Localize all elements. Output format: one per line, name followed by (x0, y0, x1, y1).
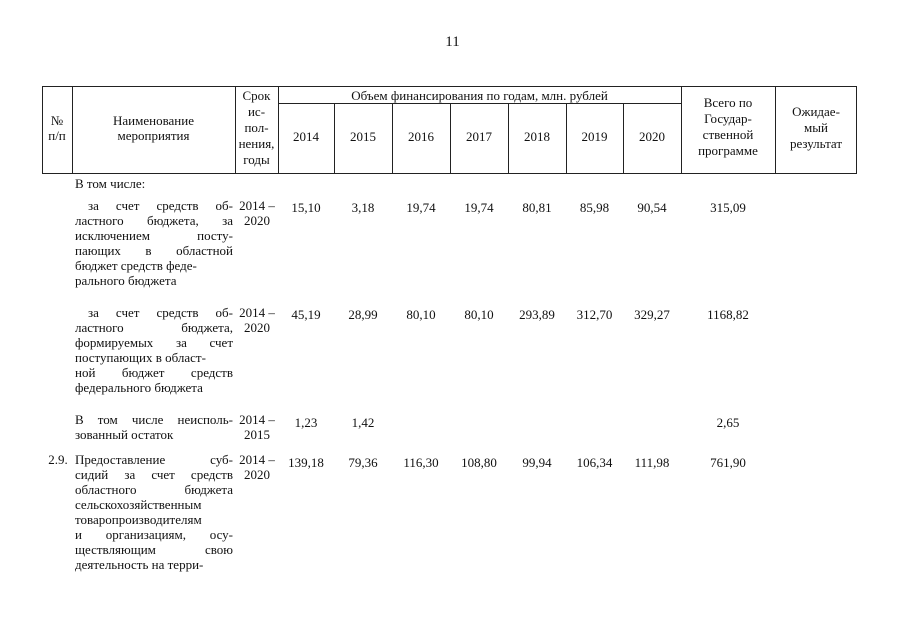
value-2018: 80,81 (522, 200, 552, 215)
value-2014: 1,23 (294, 415, 318, 430)
value-2016: 80,10 (406, 307, 436, 322)
row-name (75, 305, 233, 395)
row-name (75, 452, 233, 572)
value-2017: 80,10 (464, 307, 494, 322)
row-name (75, 412, 233, 442)
value-2019: 312,70 (576, 307, 613, 322)
header-name (72, 113, 235, 143)
row-term-line: 2020 (244, 467, 270, 482)
row-term-line: 2014 – (239, 412, 275, 427)
header-total (681, 95, 775, 159)
header-year-2019: 2019 (581, 129, 608, 144)
header-num (42, 113, 72, 143)
row-term-line: 2015 (244, 427, 270, 442)
row-term-line: 2020 (244, 320, 270, 335)
header-subdivider (278, 103, 681, 104)
row-name-line: формируемых за счет (75, 335, 233, 350)
row-num: 2.9. (48, 452, 68, 467)
value-total: 315,09 (710, 200, 746, 215)
row-name-line: товаропроизводителям (75, 512, 202, 527)
row-name-line: областного бюджета (75, 482, 233, 497)
page-number: 11 (445, 34, 460, 50)
header-result (775, 104, 857, 152)
value-2014: 15,10 (291, 200, 321, 215)
header-year-2017: 2017 (466, 129, 492, 144)
table-row (75, 176, 233, 191)
header-total-line: программе (698, 143, 758, 158)
value-2017: 108,80 (461, 455, 497, 470)
value-2015: 3,18 (351, 200, 375, 215)
row-name-line: рального бюджета (75, 273, 177, 288)
value-2019: 85,98 (579, 200, 610, 215)
value-2018: 293,89 (519, 307, 555, 322)
value-2015: 79,36 (348, 455, 378, 470)
header-term-line: годы (243, 152, 270, 167)
header-term-line: ис- (247, 104, 266, 119)
header-year-2015: 2015 (350, 129, 376, 144)
row-name-line: В том числе: (75, 176, 146, 191)
header-result-line: Ожидае- (792, 104, 840, 119)
value-2015: 28,99 (348, 307, 378, 322)
header-year-2016: 2016 (408, 129, 434, 144)
value-2016: 19,74 (406, 200, 436, 215)
row-name-line: ной бюджет средств (75, 365, 233, 380)
header-name-line: мероприятия (117, 128, 190, 143)
row-name (75, 198, 233, 288)
header-name-line: Наименование (113, 113, 194, 128)
header-num-line: п/п (48, 128, 66, 143)
header-funding: Объем финансирования по годам, млн. рублей (351, 88, 608, 103)
row-term (232, 305, 282, 335)
row-name-line: Предоставление суб- (75, 452, 233, 467)
value-2016: 116,30 (403, 455, 439, 470)
value-2020: 329,27 (634, 307, 670, 322)
row-term-line: 2020 (244, 213, 270, 228)
value-2019: 106,34 (576, 455, 613, 470)
value-2020: 111,98 (634, 455, 670, 470)
row-name-line: за счет средств об- (88, 305, 233, 320)
row-name-line: ластного бюджета, за (75, 213, 233, 228)
header-result-line: результат (789, 136, 843, 151)
header-year-2018: 2018 (524, 129, 550, 144)
row-name-line: исключением посту- (75, 228, 233, 243)
header-term (235, 88, 278, 168)
row-term (232, 452, 282, 482)
value-total: 2,65 (716, 415, 740, 430)
row-name-line: сельскохозяйственным (75, 497, 202, 512)
header-total-line: Государ- (704, 111, 752, 126)
value-total: 1168,82 (707, 307, 749, 322)
header-total-line: Всего по (703, 95, 753, 110)
row-name-line: за счет средств об- (88, 198, 233, 213)
header-result-line: мый (804, 120, 828, 135)
value-total: 761,90 (710, 455, 746, 470)
value-2015: 1,42 (351, 415, 375, 430)
row-name-line: зованный остаток (75, 427, 174, 442)
row-name-line: поступающих в област- (75, 350, 206, 365)
row-term (232, 198, 282, 228)
row-name-line: пающих в областной (75, 243, 233, 258)
row-name-line: В том числе неисполь- (75, 412, 233, 427)
row-name-line: ластного бюджета, (75, 320, 233, 335)
header-term-line: пол- (244, 120, 269, 135)
row-name-line: ществляющим свою (75, 542, 233, 557)
row-term-line: 2014 – (239, 452, 275, 467)
header-year-2014: 2014 (293, 129, 319, 144)
row-name-line: сидий за счет средств (75, 467, 233, 482)
header-num-line: № (50, 113, 64, 128)
row-name-line: федерального бюджета (75, 380, 203, 395)
value-2020: 90,54 (637, 200, 667, 215)
header-total-line: ственной (702, 127, 754, 142)
row-name-line: и организациям, осу- (75, 527, 233, 542)
row-name-line: деятельность на терри- (75, 557, 204, 572)
value-2018: 99,94 (522, 455, 552, 470)
header-term-line: нения, (238, 136, 275, 151)
row-term-line: 2014 – (239, 305, 275, 320)
header-year-2020: 2020 (639, 129, 665, 144)
value-2014: 139,18 (288, 455, 324, 470)
header-term-line: Срок (242, 88, 271, 103)
value-2017: 19,74 (464, 200, 494, 215)
row-name-line: бюджет средств феде- (75, 258, 197, 273)
row-term-line: 2014 – (239, 198, 275, 213)
row-term (232, 412, 282, 442)
value-2014: 45,19 (291, 307, 321, 322)
